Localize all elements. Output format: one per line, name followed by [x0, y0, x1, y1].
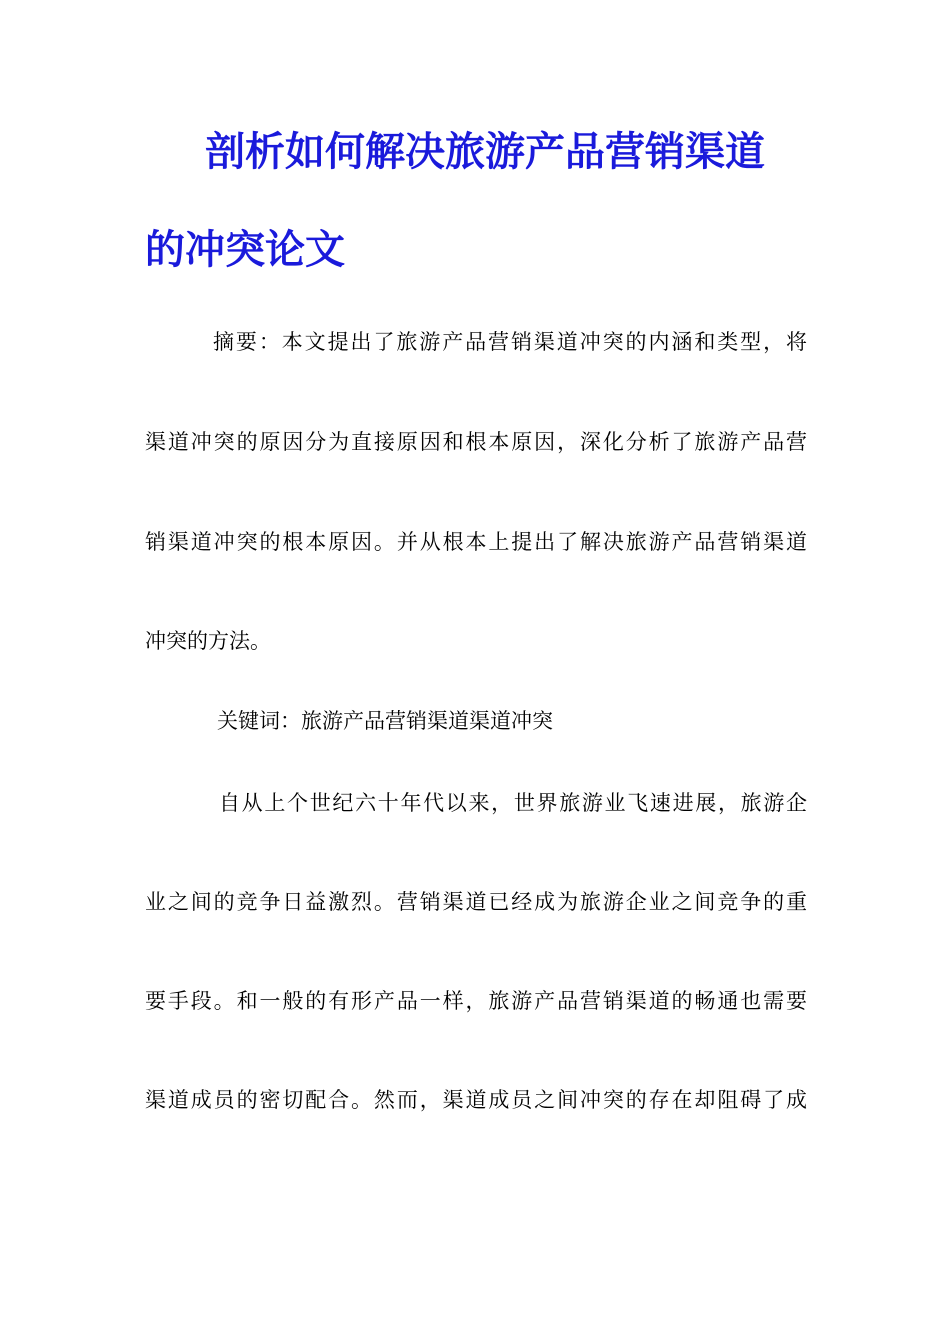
title-line-2: 的冲突论文 — [145, 226, 345, 273]
abstract-line: 摘要：本文提出了旅游产品营销渠道冲突的内涵和类型，将 — [213, 330, 807, 354]
body-line: 业之间的竞争日益激烈。营销渠道已经成为旅游企业之间竞争的重 — [145, 890, 807, 914]
keywords-line: 关键词：旅游产品营销渠道渠道冲突 — [217, 709, 553, 733]
title-line-1: 剖析如何解决旅游产品营销渠道 — [205, 128, 765, 175]
body-line: 要手段。和一般的有形产品一样，旅游产品营销渠道的畅通也需要 — [145, 989, 807, 1013]
body-line: 渠道成员的密切配合。然而，渠道成员之间冲突的存在却阻碍了成 — [145, 1088, 807, 1112]
abstract-line: 冲突的方法。 — [145, 629, 271, 653]
body-line: 自从上个世纪六十年代以来，世界旅游业飞速进展，旅游企 — [219, 791, 807, 815]
abstract-line: 渠道冲突的原因分为直接原因和根本原因，深化分析了旅游产品营 — [145, 430, 807, 454]
abstract-line: 销渠道冲突的根本原因。并从根本上提出了解决旅游产品营销渠道 — [145, 530, 807, 554]
